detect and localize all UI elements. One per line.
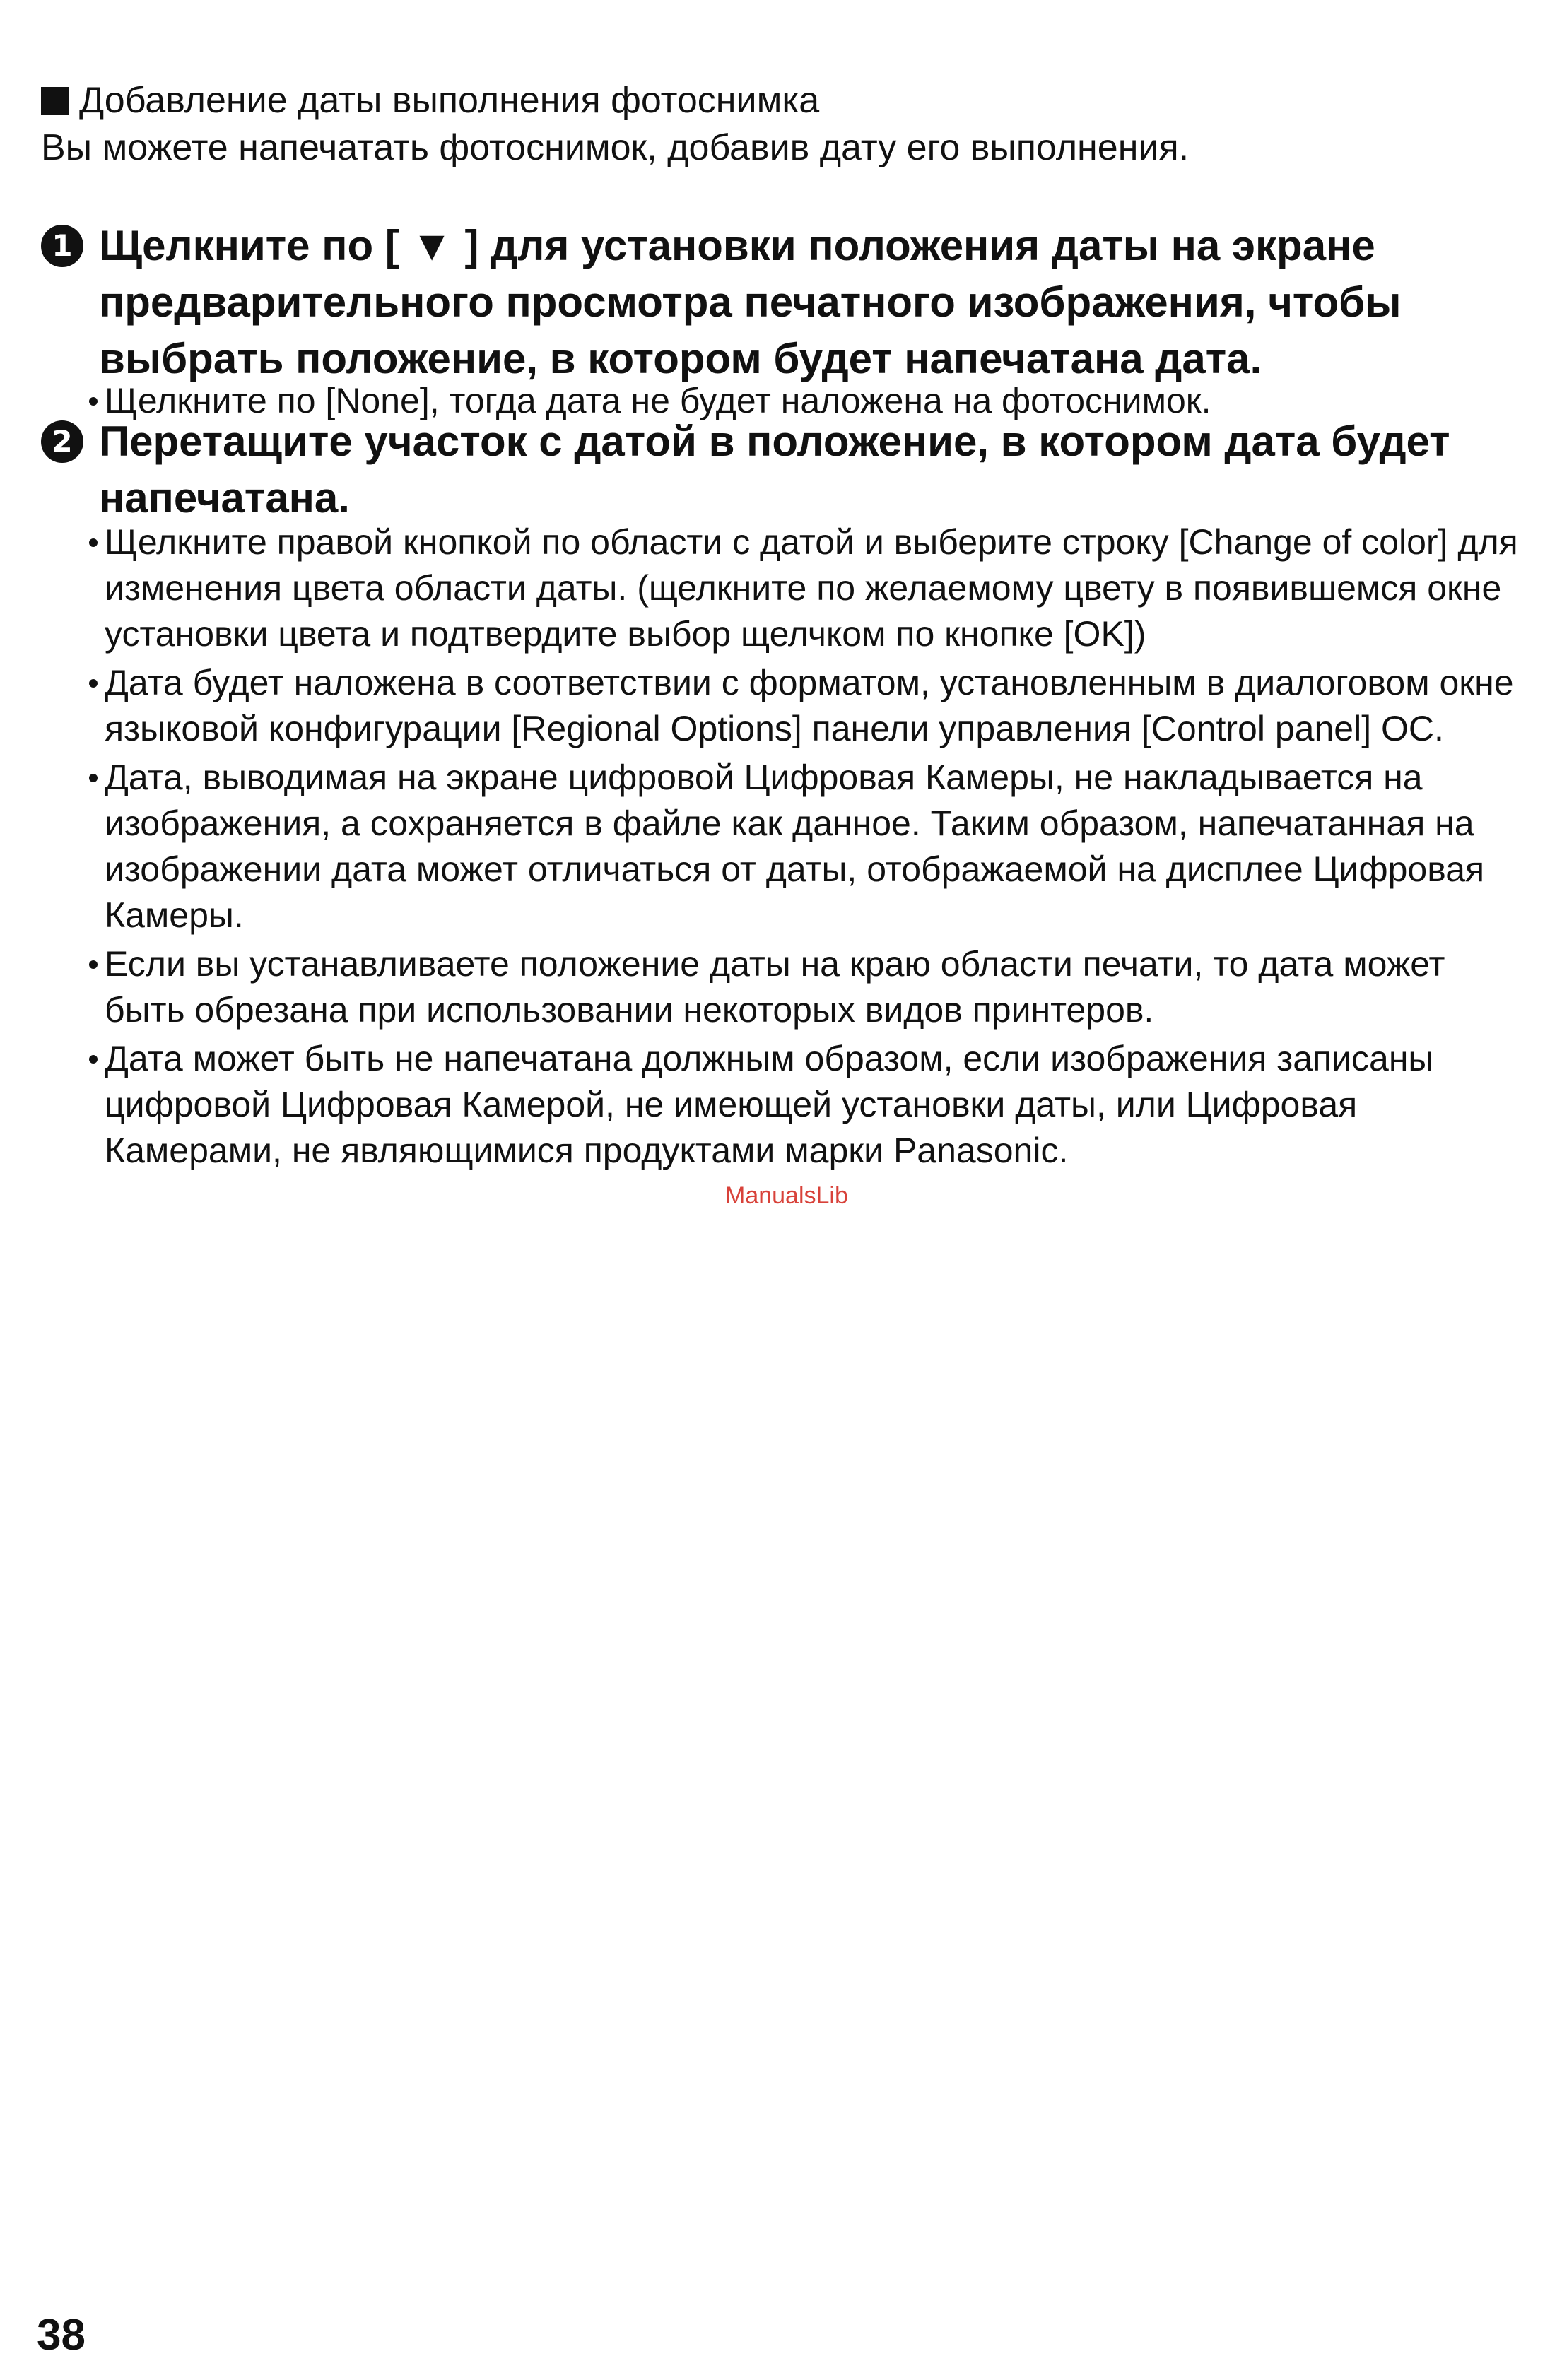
intro-text: Вы можете напечатать фотоснимок, добавив дату его выполнения. [41, 127, 1190, 168]
page-number: 38 [37, 2311, 86, 2360]
note-item: Щелкните правой кнопкой по области с датой и выберите строку [Change of color] для изменения цвета области даты. (щелкните по желаемому цвету в появившемся окне установки цвета и подтвердите выбор щелчком по кнопке [OK]) [89, 519, 1524, 657]
section-heading-text: Добавление даты выполнения фотоснимка [79, 80, 820, 121]
step-1-title: Щелкните по [ ▼ ] для установки положения даты на экране предварительного просмотра печатного изображения, чтобы выбрать положение, в котором будет напечатана дата. [99, 222, 1402, 382]
step-2-notes [89, 519, 1524, 1174]
step-number-2-icon: 2 [41, 420, 83, 463]
note-item: Дата, выводимая на экране цифровой Цифровая Камеры, не накладывается на изображения, а сохраняется в файле как данное. Таким образом, напечатанная на изображении дата может отличаться от даты, отображаемой на дисплее Цифровая Камеры. [89, 755, 1524, 938]
note-item: Щелкните по [None], тогда дата не будет наложена на фотоснимок. [89, 378, 1524, 424]
note-item: Дата может быть не напечатана должным образом, если изображения записаны цифровой Цифровая Камерой, не имеющей установки даты, или Цифровая Камерами, не являющимися продуктами марки Panasonic. [89, 1036, 1524, 1174]
note-item: Дата будет наложена в соответствии с форматом, установленным в диалоговом окне языковой конфигурации [Regional Options] панели управления [Control panel] ОС. [89, 660, 1524, 752]
note-item: Если вы устанавливаете положение даты на краю области печати, то дата может быть обрезана при использовании некоторых видов принтеров. [89, 941, 1524, 1033]
step-2-title: Перетащите участок с датой в положение, в котором дата будет напечатана. [99, 418, 1450, 522]
watermark: ManualsLib [725, 1182, 848, 1209]
step-number-1-icon: 1 [41, 225, 83, 267]
section-heading [41, 76, 819, 124]
square-bullet-icon [41, 87, 69, 115]
